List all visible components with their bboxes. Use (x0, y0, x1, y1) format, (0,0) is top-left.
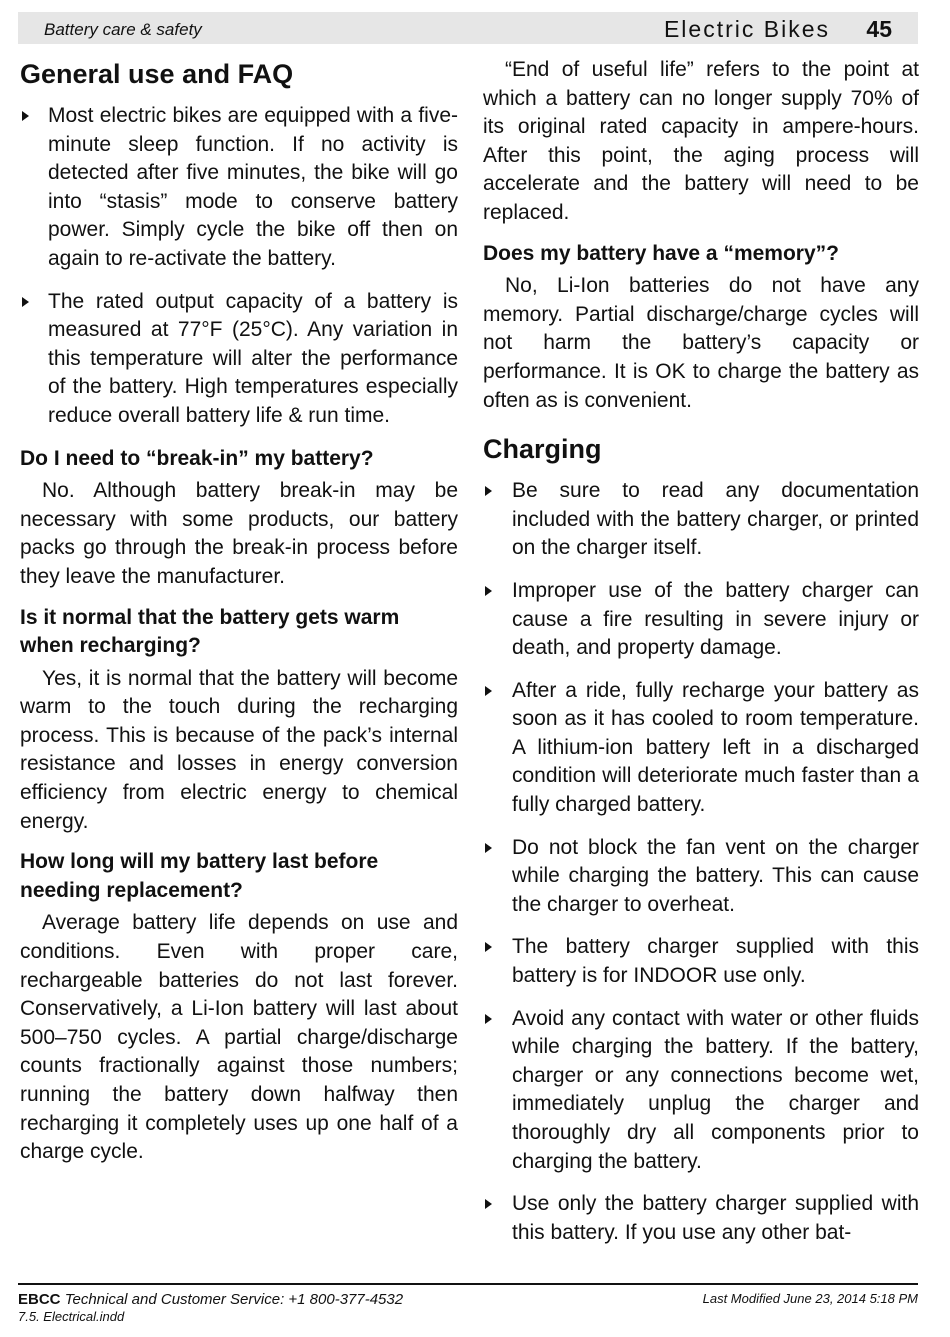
bullet-triangle-icon (485, 486, 492, 496)
faq-question: Is it normal that the battery gets warm when recharging? (20, 605, 400, 658)
charging-bullet-list (483, 477, 919, 1247)
end-of-life-paragraph: “End of useful life” refers to the point at which a battery can no longer supply 70% of its original rated capacity in ampere-hours. After this point, the aging process will accelerate and the battery will need to be replaced. (483, 58, 919, 224)
file-name: 7.5. Electrical.indd (18, 1309, 125, 1324)
page-number: 45 (866, 16, 892, 42)
list-item (483, 834, 919, 920)
page-footer (18, 1283, 918, 1324)
bullet-triangle-icon (485, 843, 492, 853)
list-item (483, 677, 919, 820)
bullet-text: Be sure to read any documentation included with the battery charger, or printed on the charger itself. (512, 479, 919, 560)
bullet-text: The rated output capacity of a battery is measured at 77°F (25°C). Any variation in this temperature will alter the performance of the battery. High temperatures especially reduce overall battery life & run time. (48, 289, 458, 427)
bullet-text: Use only the battery charger supplied with this battery. If you use any other bat- (512, 1192, 919, 1244)
list-item (20, 102, 458, 274)
faq-answer: Yes, it is normal that the battery will become warm to the touch during the recharging process. This is because of the pack’s internal resistance and losses in energy conversion efficiency from electric energy to chemical energy. (20, 666, 458, 833)
running-header (18, 12, 918, 44)
bullet-triangle-icon (22, 297, 29, 307)
bullet-text: Most electric bikes are equipped with a five-minute sleep function. If no activity is detected after five minutes, the bike will go into “stasis” mode to conserve battery power. Simply cycle the bike off then on again to re-activate the battery. (48, 104, 458, 270)
bullet-text: Avoid any contact with water or other fluids while charging the battery. If the battery, charger or any connections become wet, immediately unplug the charger and thoroughly dry all components prior to charging the battery. (512, 1006, 919, 1173)
bullet-triangle-icon (485, 1199, 492, 1209)
right-column (483, 56, 919, 1261)
general-bullet-list (20, 102, 458, 431)
bullet-triangle-icon (485, 942, 492, 952)
company-name: EBCC (18, 1291, 61, 1308)
list-item (483, 1005, 919, 1177)
list-item (483, 477, 919, 563)
service-contact: Technical and Customer Service: +1 800-377-4532 (64, 1291, 404, 1308)
list-item (483, 577, 919, 663)
bullet-triangle-icon (485, 686, 492, 696)
general-faq-heading: General use and FAQ (20, 59, 294, 89)
book-title: Electric Bikes (663, 16, 830, 42)
list-item (483, 1190, 919, 1247)
charging-heading: Charging (483, 434, 602, 465)
list-item (20, 288, 458, 431)
bullet-text: The battery charger supplied with this battery is for INDOOR use only. (512, 935, 919, 988)
bullet-text: Do not block the fan vent on the charger while charging the battery. This can cause the charger to overheat. (512, 835, 919, 916)
faq-answer: No, Li-Ion batteries do not have any memory. Partial discharge/charge cycles will not harm the battery’s capacity or performance. It is OK to charge the battery as often as is convenient. (483, 274, 919, 412)
faq-question: Does my battery have a “memory”? (483, 241, 839, 265)
bullet-triangle-icon (22, 111, 29, 121)
bullet-text: After a ride, fully recharge your battery as soon as it has cooled to room temperature. A lithium-ion battery left in a discharged condition will deteriorate much faster than a fully charged battery. (512, 678, 919, 817)
bullet-text: Improper use of the battery charger can cause a fire resulting in severe injury or death, and property damage. (512, 578, 919, 660)
last-modified: Last Modified June 23, 2014 5:18 PM (702, 1291, 918, 1306)
bullet-triangle-icon (485, 586, 492, 596)
faq-question: How long will my battery last before needing replacement? (20, 850, 379, 902)
section-label: Battery care & safety (44, 20, 202, 39)
bullet-triangle-icon (485, 1014, 492, 1024)
faq-answer: No. Although battery break-in may be necessary with some products, our battery packs go through the break-in process before they leave the manufacturer. (20, 479, 458, 588)
service-line (18, 1291, 403, 1308)
list-item (483, 933, 919, 990)
faq-answer: Average battery life depends on use and conditions. Even with proper care, rechargeable batteries do not last forever. Conservatively, a Li-Ion battery will last about 500–750 cycles. A partial charge/discharge counts fractionally against those numbers; running the battery down halfway then recharging it completely uses up one half of a charge cycle. (20, 911, 458, 1164)
faq-question: Do I need to “break-in” my battery? (20, 446, 374, 470)
left-column (20, 56, 458, 1175)
